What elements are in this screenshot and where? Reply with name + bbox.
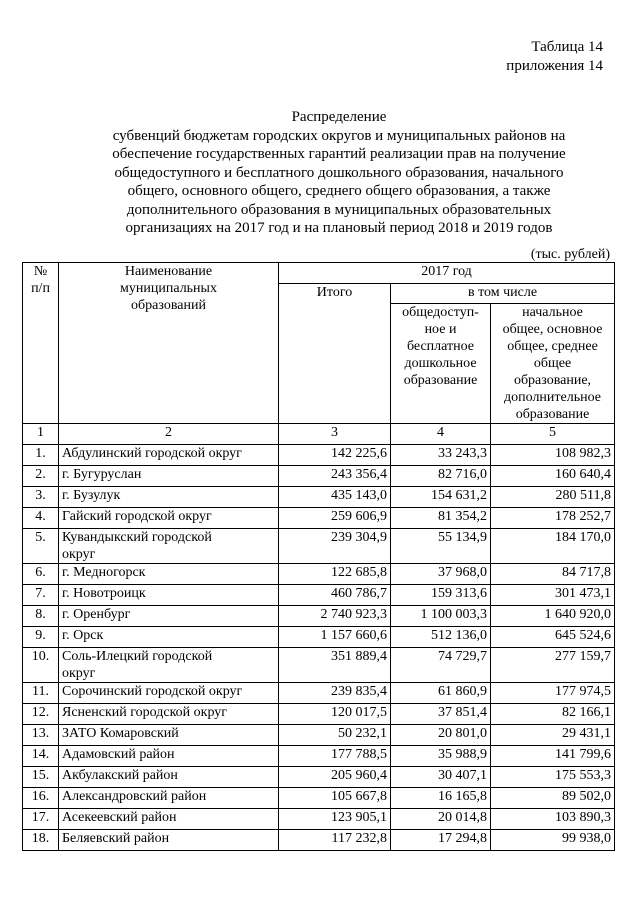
annex-reference: [506, 38, 603, 76]
total-value: 123 905,1: [279, 809, 391, 830]
preschool-value: 37 968,0: [391, 564, 491, 585]
municipality-name: Адамовский район: [59, 746, 279, 767]
header-num: № п/п: [23, 263, 59, 424]
total-value: 259 606,9: [279, 508, 391, 529]
total-value: 243 356,4: [279, 466, 391, 487]
municipality-name: Александровский район: [59, 788, 279, 809]
column-number: 5: [491, 424, 615, 445]
row-number: 8.: [23, 606, 59, 627]
preschool-value: 81 354,2: [391, 508, 491, 529]
table-row: [23, 585, 615, 606]
total-value: 239 304,9: [279, 529, 391, 564]
preschool-value: 20 014,8: [391, 809, 491, 830]
row-number: 6.: [23, 564, 59, 585]
total-value: 122 685,8: [279, 564, 391, 585]
municipality-name: г. Новотроицк: [59, 585, 279, 606]
general-value: 103 890,3: [491, 809, 615, 830]
row-number: 15.: [23, 767, 59, 788]
total-value: 351 889,4: [279, 648, 391, 683]
preschool-value: 1 100 003,3: [391, 606, 491, 627]
municipality-name: Гайский городской округ: [59, 508, 279, 529]
row-number: 13.: [23, 725, 59, 746]
header-year: 2017 год: [279, 263, 615, 284]
title-line: Распределение: [291, 109, 387, 125]
preschool-value: 82 716,0: [391, 466, 491, 487]
header-preschool: общедоступ- ное и бесплатное дошкольное образование: [391, 304, 491, 424]
row-number: 5.: [23, 529, 59, 564]
preschool-value: 16 165,8: [391, 788, 491, 809]
general-value: 89 502,0: [491, 788, 615, 809]
row-number: 18.: [23, 830, 59, 851]
table-row: [23, 564, 615, 585]
preschool-value: 55 134,9: [391, 529, 491, 564]
general-value: 160 640,4: [491, 466, 615, 487]
table-row: [23, 466, 615, 487]
title-line: организациях на 2017 год и на плановый период 2018 и 2019 годов: [125, 220, 553, 236]
general-value: 175 553,3: [491, 767, 615, 788]
row-number: 2.: [23, 466, 59, 487]
table-row: [23, 788, 615, 809]
preschool-value: 512 136,0: [391, 627, 491, 648]
general-value: 178 252,7: [491, 508, 615, 529]
preschool-value: 20 801,0: [391, 725, 491, 746]
total-value: 120 017,5: [279, 704, 391, 725]
header-including: в том числе: [391, 284, 615, 304]
row-number: 4.: [23, 508, 59, 529]
preschool-value: 74 729,7: [391, 648, 491, 683]
general-value: 177 974,5: [491, 683, 615, 704]
table-row: [23, 767, 615, 788]
general-value: 645 524,6: [491, 627, 615, 648]
total-value: 239 835,4: [279, 683, 391, 704]
municipality-name: Соль-Илецкий городской округ: [59, 648, 279, 683]
row-number: 10.: [23, 648, 59, 683]
municipality-name: Асекеевский район: [59, 809, 279, 830]
municipality-name: Ясненский городской округ: [59, 704, 279, 725]
column-number: 3: [279, 424, 391, 445]
row-number: 1.: [23, 445, 59, 466]
row-number: 17.: [23, 809, 59, 830]
total-value: 435 143,0: [279, 487, 391, 508]
total-value: 142 225,6: [279, 445, 391, 466]
column-number: 2: [59, 424, 279, 445]
general-value: 82 166,1: [491, 704, 615, 725]
table-row: [23, 704, 615, 725]
municipality-name: г. Оренбург: [59, 606, 279, 627]
title-line: дополнительного образования в муниципальных образовательных: [126, 201, 552, 218]
header-name: Наименование муниципальных образований: [59, 263, 279, 424]
municipality-name: ЗАТО Комаровский: [59, 725, 279, 746]
header-total: Итого: [279, 284, 391, 424]
table-row: [23, 487, 615, 508]
preschool-value: 61 860,9: [391, 683, 491, 704]
municipality-name: Беляевский район: [59, 830, 279, 851]
municipality-name: Абдулинский городской округ: [59, 445, 279, 466]
municipality-name: Кувандыкский городской округ: [59, 529, 279, 564]
table-row: [23, 725, 615, 746]
municipality-name: г. Бузулук: [59, 487, 279, 508]
table-row: [23, 529, 615, 564]
row-number: 12.: [23, 704, 59, 725]
units-note: (тыс. рублей): [530, 247, 610, 262]
general-value: 141 799,6: [491, 746, 615, 767]
preschool-value: 35 988,9: [391, 746, 491, 767]
general-value: 99 938,0: [491, 830, 615, 851]
table-row: [23, 809, 615, 830]
row-number: 3.: [23, 487, 59, 508]
general-value: 301 473,1: [491, 585, 615, 606]
table-row: [23, 445, 615, 466]
municipality-name: г. Медногорск: [59, 564, 279, 585]
title-line: обеспечение государственных гарантий реализации прав на получение: [112, 146, 566, 162]
row-number: 16.: [23, 788, 59, 809]
preschool-value: 159 313,6: [391, 585, 491, 606]
general-value: 84 717,8: [491, 564, 615, 585]
preschool-value: 17 294,8: [391, 830, 491, 851]
document-title: [96, 108, 582, 238]
column-number: 1: [23, 424, 59, 445]
general-value: 184 170,0: [491, 529, 615, 564]
total-value: 105 667,8: [279, 788, 391, 809]
total-value: 205 960,4: [279, 767, 391, 788]
row-number: 9.: [23, 627, 59, 648]
total-value: 2 740 923,3: [279, 606, 391, 627]
table-row: [23, 648, 615, 683]
general-value: 108 982,3: [491, 445, 615, 466]
table-row: [23, 746, 615, 767]
total-value: 50 232,1: [279, 725, 391, 746]
table-row: [23, 830, 615, 851]
row-number: 14.: [23, 746, 59, 767]
table-row: [23, 683, 615, 704]
header-general: начальное общее, основное общее, среднее общее образование, дополнительное образование: [491, 304, 615, 424]
row-number: 7.: [23, 585, 59, 606]
total-value: 177 788,5: [279, 746, 391, 767]
municipality-name: г. Бугуруслан: [59, 466, 279, 487]
general-value: 277 159,7: [491, 648, 615, 683]
row-number: 11.: [23, 683, 59, 704]
title-line: общего, основного общего, среднего общего образования, а также: [127, 183, 551, 199]
preschool-value: 37 851,4: [391, 704, 491, 725]
municipality-name: г. Орск: [59, 627, 279, 648]
annex-table-number: Таблица 14: [531, 39, 603, 55]
subventions-table: [22, 262, 615, 851]
annex-appendix-number: приложения 14: [506, 58, 603, 74]
total-value: 1 157 660,6: [279, 627, 391, 648]
total-value: 460 786,7: [279, 585, 391, 606]
preschool-value: 33 243,3: [391, 445, 491, 466]
table-row: [23, 508, 615, 529]
table-row: [23, 627, 615, 648]
general-value: 280 511,8: [491, 487, 615, 508]
preschool-value: 30 407,1: [391, 767, 491, 788]
general-value: 1 640 920,0: [491, 606, 615, 627]
header-row: [23, 263, 615, 284]
column-number-row: [23, 424, 615, 445]
municipality-name: Акбулакский район: [59, 767, 279, 788]
general-value: 29 431,1: [491, 725, 615, 746]
column-number: 4: [391, 424, 491, 445]
municipality-name: Сорочинский городской округ: [59, 683, 279, 704]
title-line: субвенций бюджетам городских округов и муниципальных районов на: [112, 127, 566, 144]
total-value: 117 232,8: [279, 830, 391, 851]
preschool-value: 154 631,2: [391, 487, 491, 508]
title-line: общедоступного и бесплатного дошкольного образования, начального: [114, 164, 564, 181]
table-row: [23, 606, 615, 627]
